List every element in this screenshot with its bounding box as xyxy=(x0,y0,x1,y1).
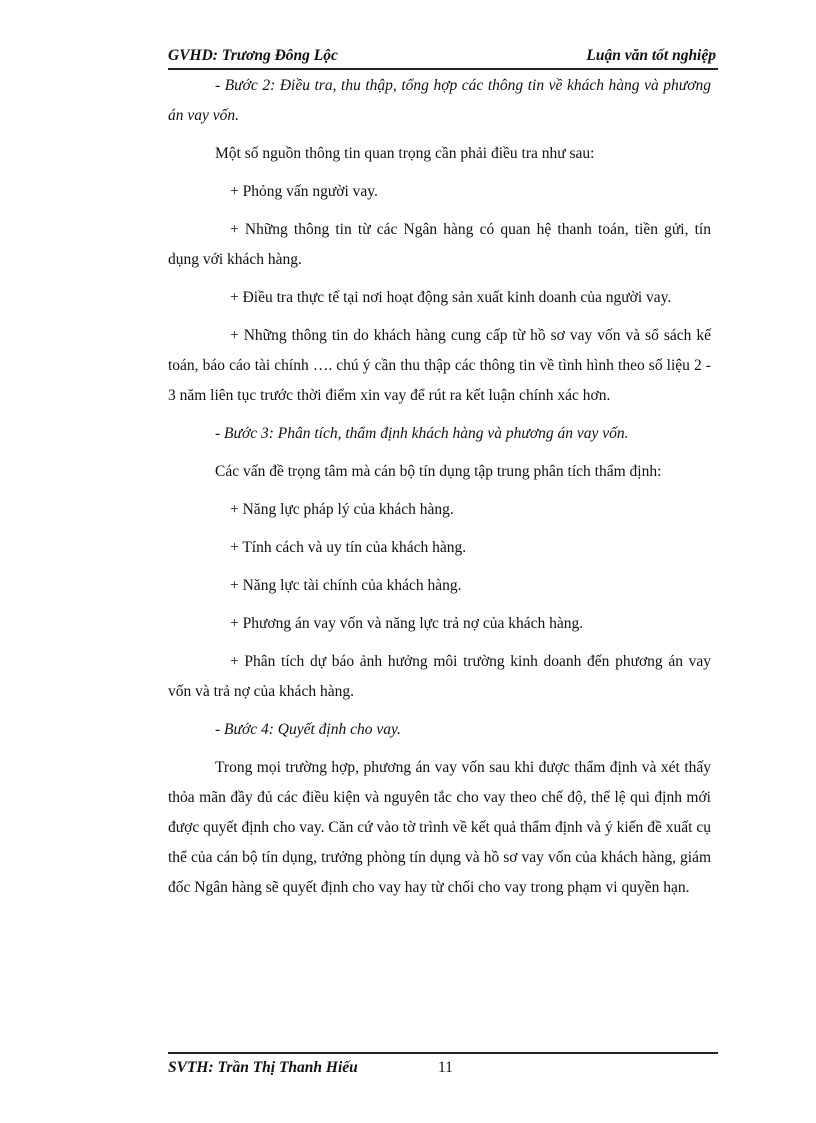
page-header xyxy=(168,46,718,70)
list-item: + Điều tra thực tế tại nơi hoạt động sản xuất kinh doanh của người vay. xyxy=(230,289,672,306)
header-doc-type: Luận văn tốt nghiệp xyxy=(586,47,716,64)
list-item: + Phỏng vấn người vay. xyxy=(230,183,378,200)
header-advisor: GVHD: Trương Đông Lộc xyxy=(168,47,338,64)
list-item: + Những thông tin từ các Ngân hàng có quan hệ thanh toán, tiền gửi, tín dụng với khách hàng. xyxy=(168,221,711,268)
page-number: 11 xyxy=(438,1059,453,1076)
list-item: + Năng lực pháp lý của khách hàng. xyxy=(230,501,454,518)
list-item: + Những thông tin do khách hàng cung cấp từ hồ sơ vay vốn và sổ sách kế toán, báo cáo tài chính …. chú ý cần thu thập các thông tin về tình hình theo số liệu 2 - 3 năm liên tục trước thời điểm xin vay để rút ra kết luận chính xác hơn. xyxy=(168,327,711,404)
paragraph: Một số nguồn thông tin quan trọng cần phải điều tra như sau: xyxy=(215,145,595,162)
list-item: + Phân tích dự báo ảnh hưởng môi trường kinh doanh đến phương án vay vốn và trả nợ của khách hàng. xyxy=(168,653,711,700)
step-2-heading: - Bước 2: Điều tra, thu thập, tổng hợp các thông tin về khách hàng và phương án vay vốn. xyxy=(168,77,711,124)
paragraph: Trong mọi trường hợp, phương án vay vốn sau khi được thẩm định và xét thấy thỏa mãn đầy đủ các điều kiện và nguyên tắc cho vay theo chế độ, thể lệ qui định mới được quyết định cho vay. Căn cứ vào tờ trình về kết quả thẩm định và ý kiến đề xuất cụ thể của cán bộ tín dụng, trưởng phòng tín dụng và hồ sơ vay vốn của khách hàng, giám đốc Ngân hàng sẽ quyết định cho vay hay từ chối cho vay trong phạm vi quyền hạn. xyxy=(168,759,711,896)
list-item: + Năng lực tài chính của khách hàng. xyxy=(230,577,462,594)
paragraph: Các vấn đề trọng tâm mà cán bộ tín dụng tập trung phân tích thẩm định: xyxy=(215,463,662,480)
page-body xyxy=(168,71,711,911)
step-4-heading: - Bước 4: Quyết định cho vay. xyxy=(215,721,401,738)
footer-student: SVTH: Trần Thị Thanh Hiếu xyxy=(168,1059,358,1076)
list-item: + Phương án vay vốn và năng lực trả nợ của khách hàng. xyxy=(230,615,584,632)
list-item: + Tính cách và uy tín của khách hàng. xyxy=(230,539,467,556)
step-3-heading: - Bước 3: Phân tích, thẩm định khách hàng và phương án vay vốn. xyxy=(215,425,629,442)
footer-divider xyxy=(168,1052,718,1054)
